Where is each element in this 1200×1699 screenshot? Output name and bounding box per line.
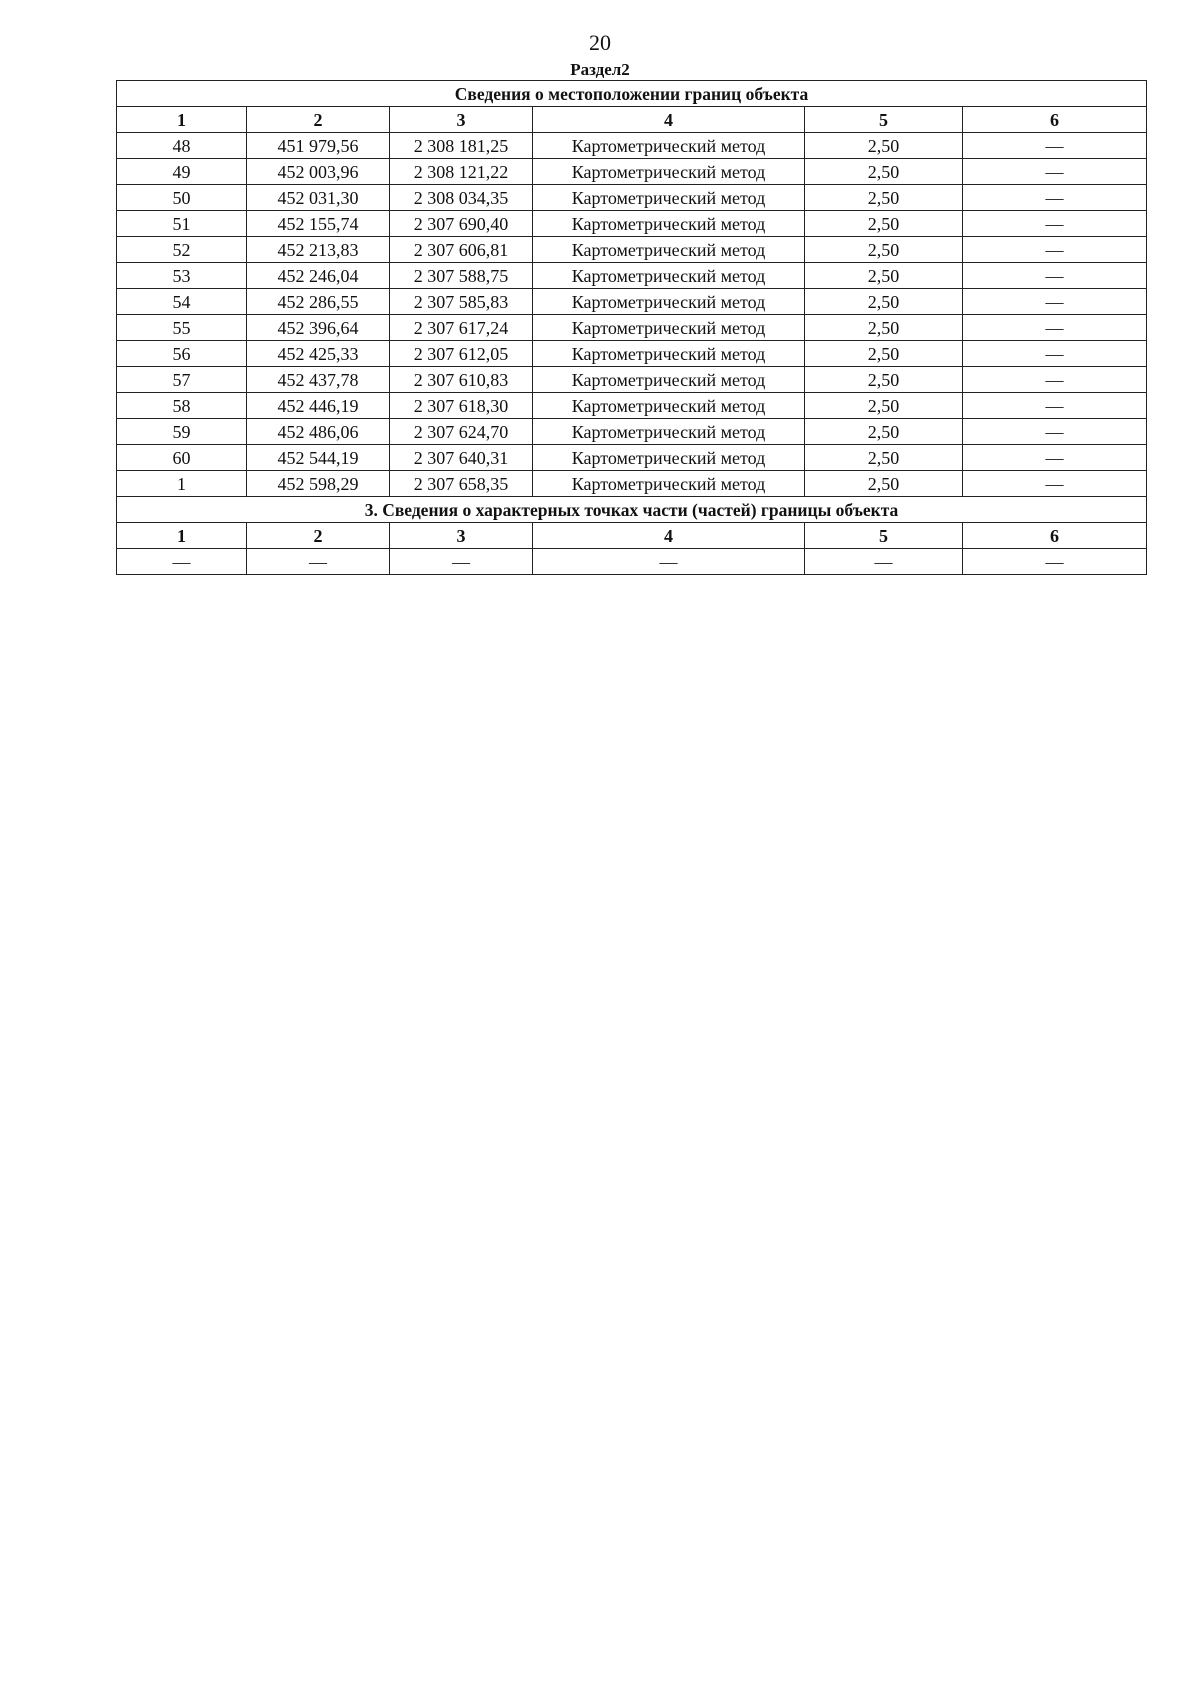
table-cell-6: — xyxy=(963,159,1147,185)
table-row xyxy=(117,393,1147,419)
table-cell-2: 452 437,78 xyxy=(247,367,390,393)
section3-column-number-6: 6 xyxy=(963,523,1147,549)
section-label: Раздел2 xyxy=(570,60,630,79)
column-number-row xyxy=(117,107,1147,133)
table-cell-3: 2 307 617,24 xyxy=(390,315,533,341)
table-cell-3: 2 307 640,31 xyxy=(390,445,533,471)
section3-title: 3. Сведения о характерных точках части (частей) границы объекта xyxy=(117,497,1147,523)
table-cell-6: — xyxy=(963,211,1147,237)
column-number-1: 1 xyxy=(117,107,247,133)
table-cell-1: 56 xyxy=(117,341,247,367)
table-cell-1: 55 xyxy=(117,315,247,341)
section3-column-number-3: 3 xyxy=(390,523,533,549)
column-number-4: 4 xyxy=(533,107,805,133)
table-cell-4: Картометрический метод xyxy=(533,289,805,315)
table-cell-4: Картометрический метод xyxy=(533,471,805,497)
table-cell-4: Картометрический метод xyxy=(533,315,805,341)
table-cell-2: 452 544,19 xyxy=(247,445,390,471)
table-row xyxy=(117,263,1147,289)
table-cell-4: Картометрический метод xyxy=(533,237,805,263)
table-cell-3: 2 307 624,70 xyxy=(390,419,533,445)
table-cell-4: Картометрический метод xyxy=(533,393,805,419)
table-cell-2: 452 446,19 xyxy=(247,393,390,419)
table-row xyxy=(117,419,1147,445)
table-cell-1: 48 xyxy=(117,133,247,159)
table-title: Сведения о местоположении границ объекта xyxy=(117,81,1147,107)
table-cell-1: 50 xyxy=(117,185,247,211)
section3-cell-3: — xyxy=(390,549,533,575)
table-cell-4: Картометрический метод xyxy=(533,419,805,445)
table-cell-1: 51 xyxy=(117,211,247,237)
table-cell-6: — xyxy=(963,419,1147,445)
table-cell-1: 58 xyxy=(117,393,247,419)
table-cell-3: 2 307 618,30 xyxy=(390,393,533,419)
table-cell-6: — xyxy=(963,445,1147,471)
table-cell-5: 2,50 xyxy=(805,159,963,185)
table-row xyxy=(117,289,1147,315)
table-cell-1: 57 xyxy=(117,367,247,393)
table-cell-5: 2,50 xyxy=(805,237,963,263)
table-cell-5: 2,50 xyxy=(805,211,963,237)
section3-row xyxy=(117,549,1147,575)
table-cell-5: 2,50 xyxy=(805,393,963,419)
table-cell-4: Картометрический метод xyxy=(533,341,805,367)
table-cell-2: 452 425,33 xyxy=(247,341,390,367)
section3-cell-4: — xyxy=(533,549,805,575)
table-cell-3: 2 307 658,35 xyxy=(390,471,533,497)
column-number-5: 5 xyxy=(805,107,963,133)
table-row xyxy=(117,133,1147,159)
table-cell-5: 2,50 xyxy=(805,445,963,471)
table-cell-2: 452 486,06 xyxy=(247,419,390,445)
column-number-3: 3 xyxy=(390,107,533,133)
column-number-6: 6 xyxy=(963,107,1147,133)
table-cell-5: 2,50 xyxy=(805,315,963,341)
table-cell-1: 52 xyxy=(117,237,247,263)
table-cell-1: 1 xyxy=(117,471,247,497)
table-cell-2: 452 598,29 xyxy=(247,471,390,497)
table-cell-4: Картометрический метод xyxy=(533,185,805,211)
section3-column-number-1: 1 xyxy=(117,523,247,549)
table-row xyxy=(117,471,1147,497)
table-cell-4: Картометрический метод xyxy=(533,445,805,471)
section3-column-number-2: 2 xyxy=(247,523,390,549)
table-row xyxy=(117,159,1147,185)
table-cell-6: — xyxy=(963,263,1147,289)
table-cell-6: — xyxy=(963,341,1147,367)
section3-cell-2: — xyxy=(247,549,390,575)
table-cell-6: — xyxy=(963,133,1147,159)
table-row xyxy=(117,315,1147,341)
section3-column-number-4: 4 xyxy=(533,523,805,549)
table-cell-3: 2 307 588,75 xyxy=(390,263,533,289)
table-row xyxy=(117,367,1147,393)
section3-cell-5: — xyxy=(805,549,963,575)
table-cell-1: 54 xyxy=(117,289,247,315)
table-cell-2: 452 031,30 xyxy=(247,185,390,211)
table-row xyxy=(117,185,1147,211)
table-cell-3: 2 307 612,05 xyxy=(390,341,533,367)
table-row xyxy=(117,445,1147,471)
table-cell-4: Картометрический метод xyxy=(533,263,805,289)
table-title-row xyxy=(117,81,1147,107)
table-cell-3: 2 307 610,83 xyxy=(390,367,533,393)
table-cell-4: Картометрический метод xyxy=(533,133,805,159)
section3-column-number-row xyxy=(117,523,1147,549)
table-cell-4: Картометрический метод xyxy=(533,159,805,185)
page-number: 20 xyxy=(589,30,611,55)
section3-cell-6: — xyxy=(963,549,1147,575)
table-row xyxy=(117,211,1147,237)
table-cell-5: 2,50 xyxy=(805,289,963,315)
table-cell-1: 53 xyxy=(117,263,247,289)
table-cell-3: 2 307 690,40 xyxy=(390,211,533,237)
section3-column-number-5: 5 xyxy=(805,523,963,549)
section3-title-row xyxy=(117,497,1147,523)
table-row xyxy=(117,237,1147,263)
table-cell-4: Картометрический метод xyxy=(533,211,805,237)
table-cell-2: 451 979,56 xyxy=(247,133,390,159)
table-cell-5: 2,50 xyxy=(805,133,963,159)
table-cell-3: 2 308 121,22 xyxy=(390,159,533,185)
table-cell-5: 2,50 xyxy=(805,185,963,211)
table-cell-2: 452 213,83 xyxy=(247,237,390,263)
table-cell-6: — xyxy=(963,367,1147,393)
table-cell-4: Картометрический метод xyxy=(533,367,805,393)
boundary-table xyxy=(116,80,1147,575)
table-row xyxy=(117,341,1147,367)
table-cell-2: 452 286,55 xyxy=(247,289,390,315)
column-number-2: 2 xyxy=(247,107,390,133)
table-cell-6: — xyxy=(963,471,1147,497)
table-cell-3: 2 308 034,35 xyxy=(390,185,533,211)
table-cell-5: 2,50 xyxy=(805,341,963,367)
table-cell-1: 60 xyxy=(117,445,247,471)
table-cell-6: — xyxy=(963,393,1147,419)
table-cell-5: 2,50 xyxy=(805,419,963,445)
table-cell-6: — xyxy=(963,289,1147,315)
table-cell-1: 49 xyxy=(117,159,247,185)
table-cell-5: 2,50 xyxy=(805,471,963,497)
table-cell-3: 2 307 585,83 xyxy=(390,289,533,315)
table-cell-5: 2,50 xyxy=(805,263,963,289)
table-cell-5: 2,50 xyxy=(805,367,963,393)
table-cell-2: 452 246,04 xyxy=(247,263,390,289)
table-cell-6: — xyxy=(963,315,1147,341)
table-cell-3: 2 307 606,81 xyxy=(390,237,533,263)
table-cell-2: 452 155,74 xyxy=(247,211,390,237)
table-cell-6: — xyxy=(963,185,1147,211)
section3-cell-1: — xyxy=(117,549,247,575)
table-cell-3: 2 308 181,25 xyxy=(390,133,533,159)
table-cell-2: 452 003,96 xyxy=(247,159,390,185)
table-cell-6: — xyxy=(963,237,1147,263)
table-cell-1: 59 xyxy=(117,419,247,445)
table-cell-2: 452 396,64 xyxy=(247,315,390,341)
